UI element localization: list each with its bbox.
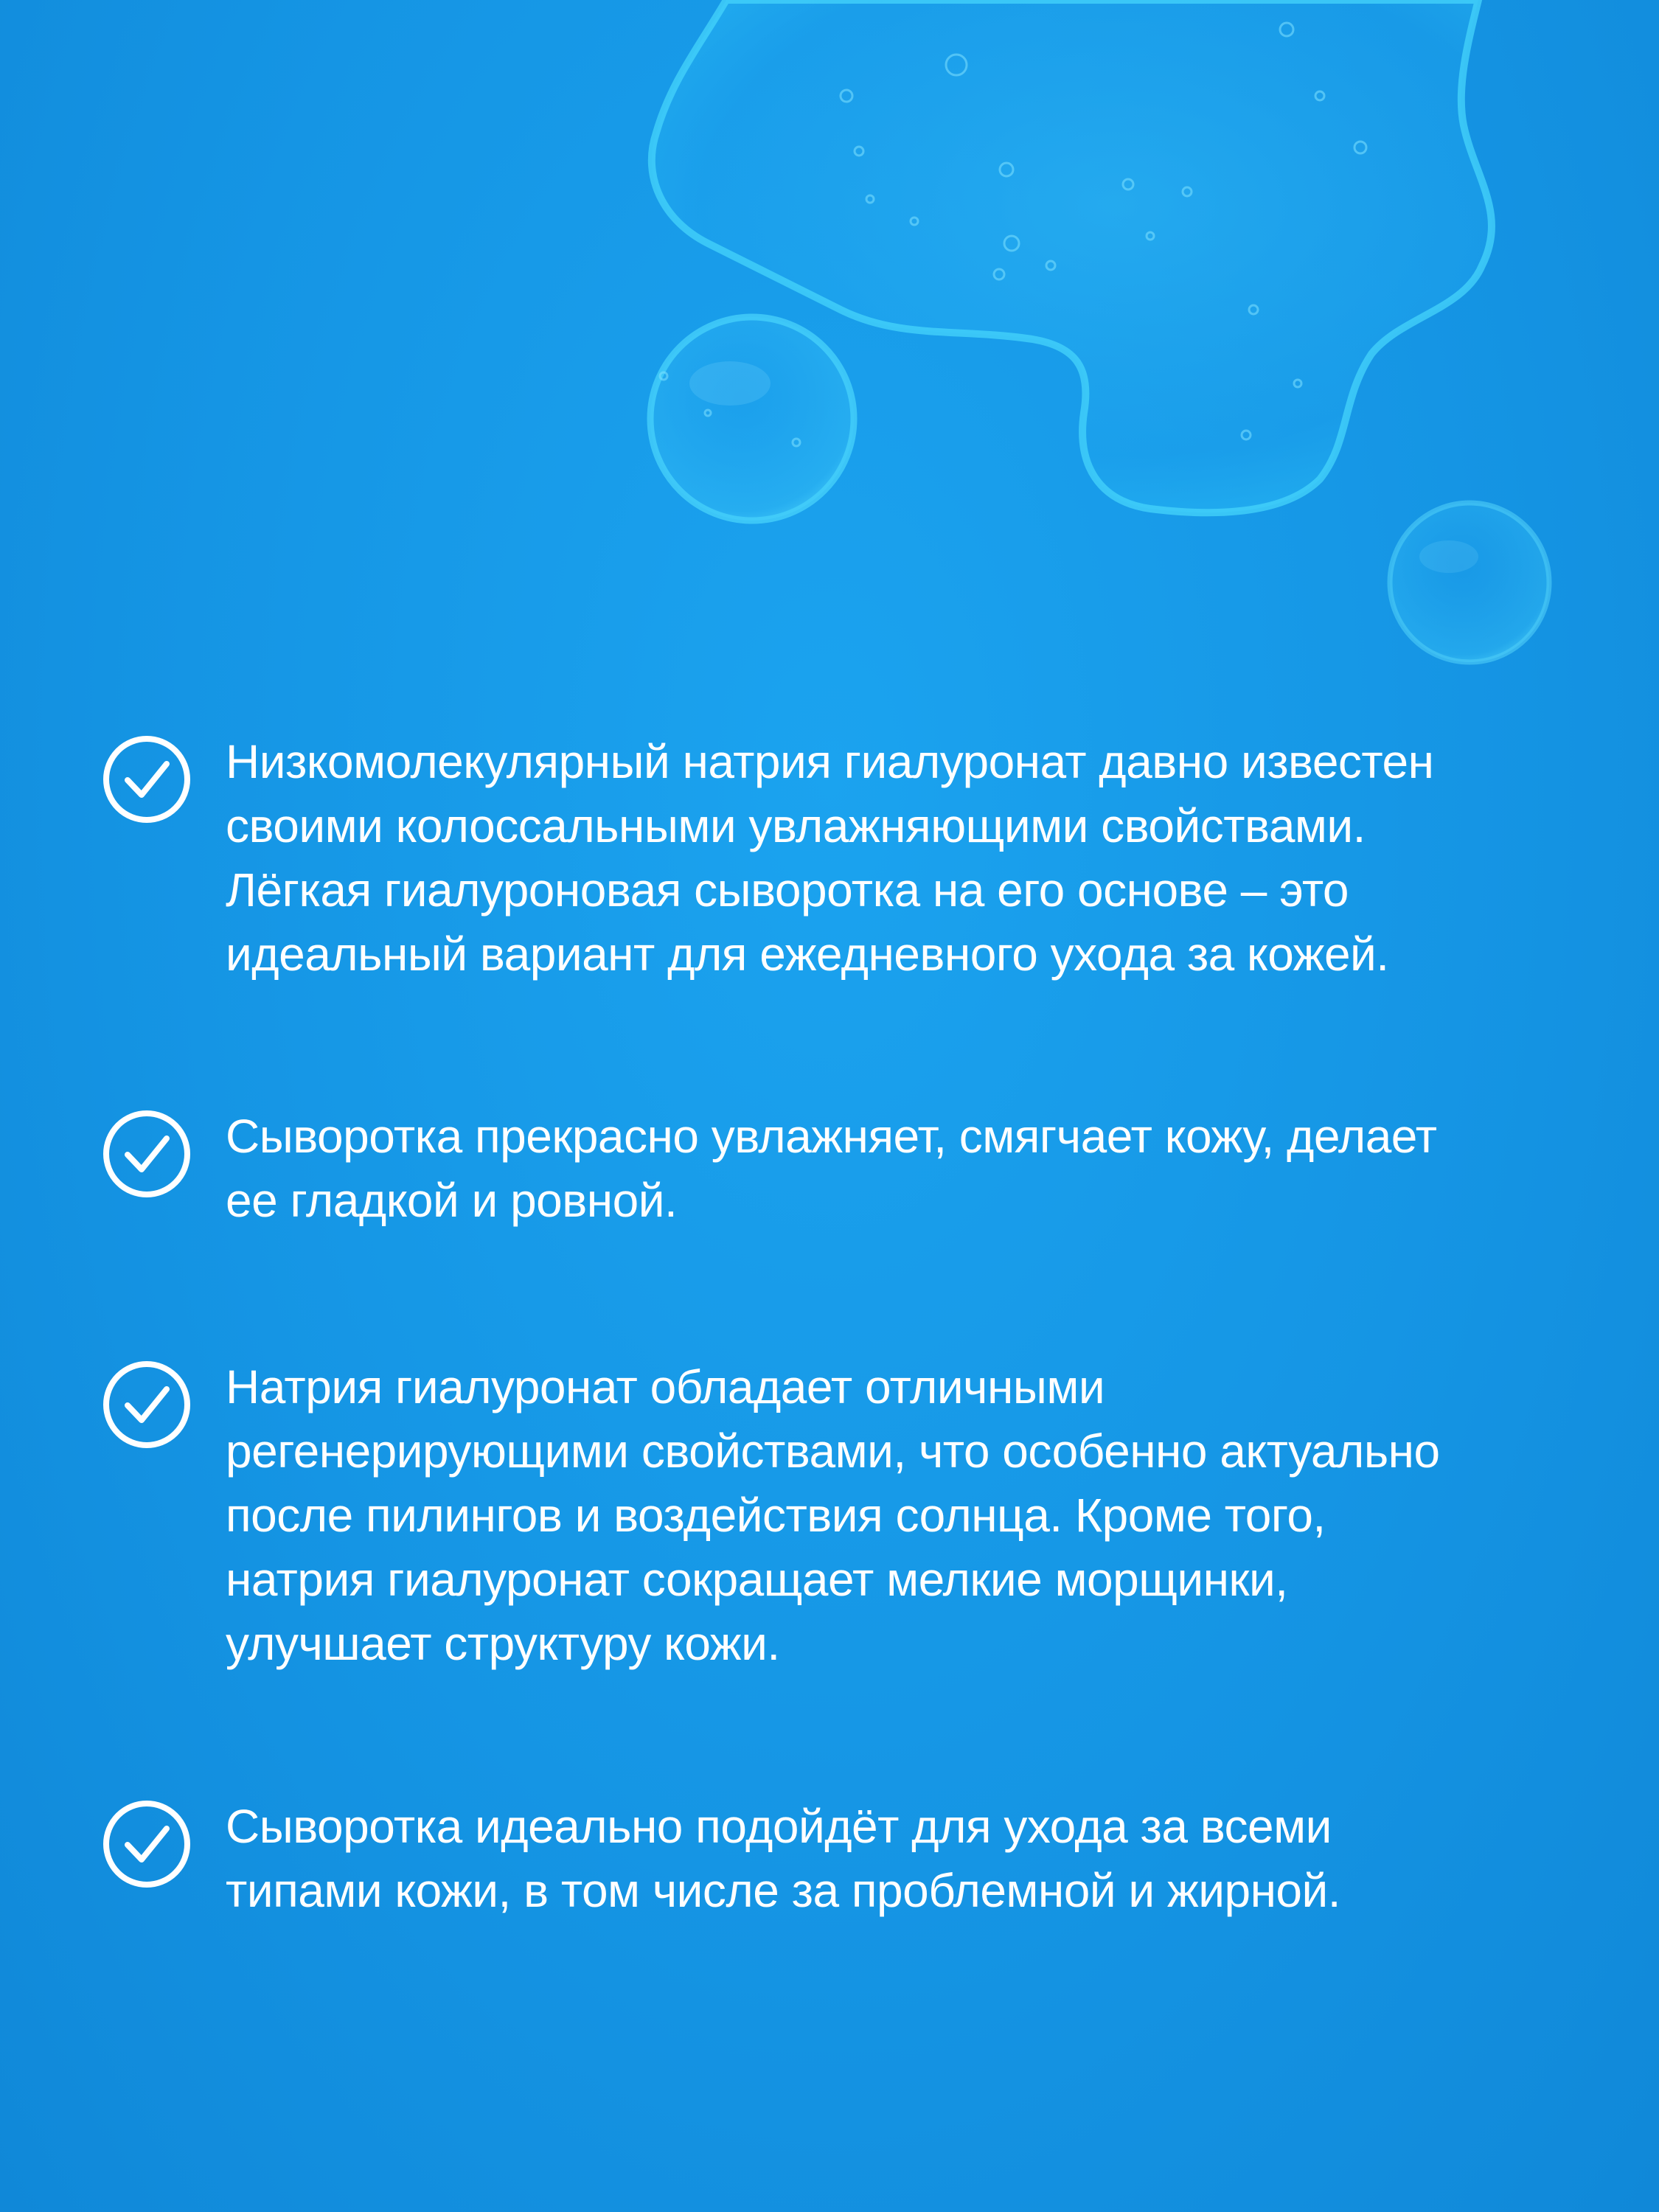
benefit-item-2 xyxy=(102,1105,1576,1233)
benefit-line: Лёгкая гиалуроновая сыворотка на его основе – это xyxy=(226,863,1349,917)
benefit-item-4 xyxy=(102,1795,1576,1923)
benefit-line: после пилингов и воздействия солнца. Кроме того, xyxy=(226,1489,1326,1542)
benefit-line: Низкомолекулярный натрия гиалуронат давно известен xyxy=(226,735,1434,788)
benefit-line: регенерирующими свойствами, что особенно актуально xyxy=(226,1425,1440,1478)
benefit-line: своими колоссальными увлажняющими свойствами. xyxy=(226,799,1366,852)
benefit-line: натрия гиалуронат сокращает мелкие морщинки, xyxy=(226,1553,1288,1606)
check-circle-icon xyxy=(102,1799,192,1889)
benefit-line: типами кожи, в том числе за проблемной и жирной. xyxy=(226,1864,1341,1917)
benefit-text xyxy=(226,730,1575,987)
benefit-line: Сыворотка идеально подойдёт для ухода за всеми xyxy=(226,1800,1332,1853)
benefit-text xyxy=(226,1355,1575,1676)
benefit-line: Натрия гиалуронат обладает отличными xyxy=(226,1360,1105,1413)
benefit-line: улучшает структуру кожи. xyxy=(226,1617,780,1670)
check-circle-icon xyxy=(102,1360,192,1450)
benefit-item-3 xyxy=(102,1355,1576,1676)
check-circle-icon xyxy=(102,734,192,824)
benefit-line: идеальный вариант для ежедневного ухода за кожей. xyxy=(226,928,1389,981)
benefit-line: ее гладкой и ровной. xyxy=(226,1174,678,1227)
benefit-text xyxy=(226,1105,1575,1233)
benefit-item-1 xyxy=(102,730,1576,987)
check-circle-icon xyxy=(102,1109,192,1199)
benefit-line: Сыворотка прекрасно увлажняет, смягчает кожу, делает xyxy=(226,1110,1437,1163)
benefit-text xyxy=(226,1795,1575,1923)
